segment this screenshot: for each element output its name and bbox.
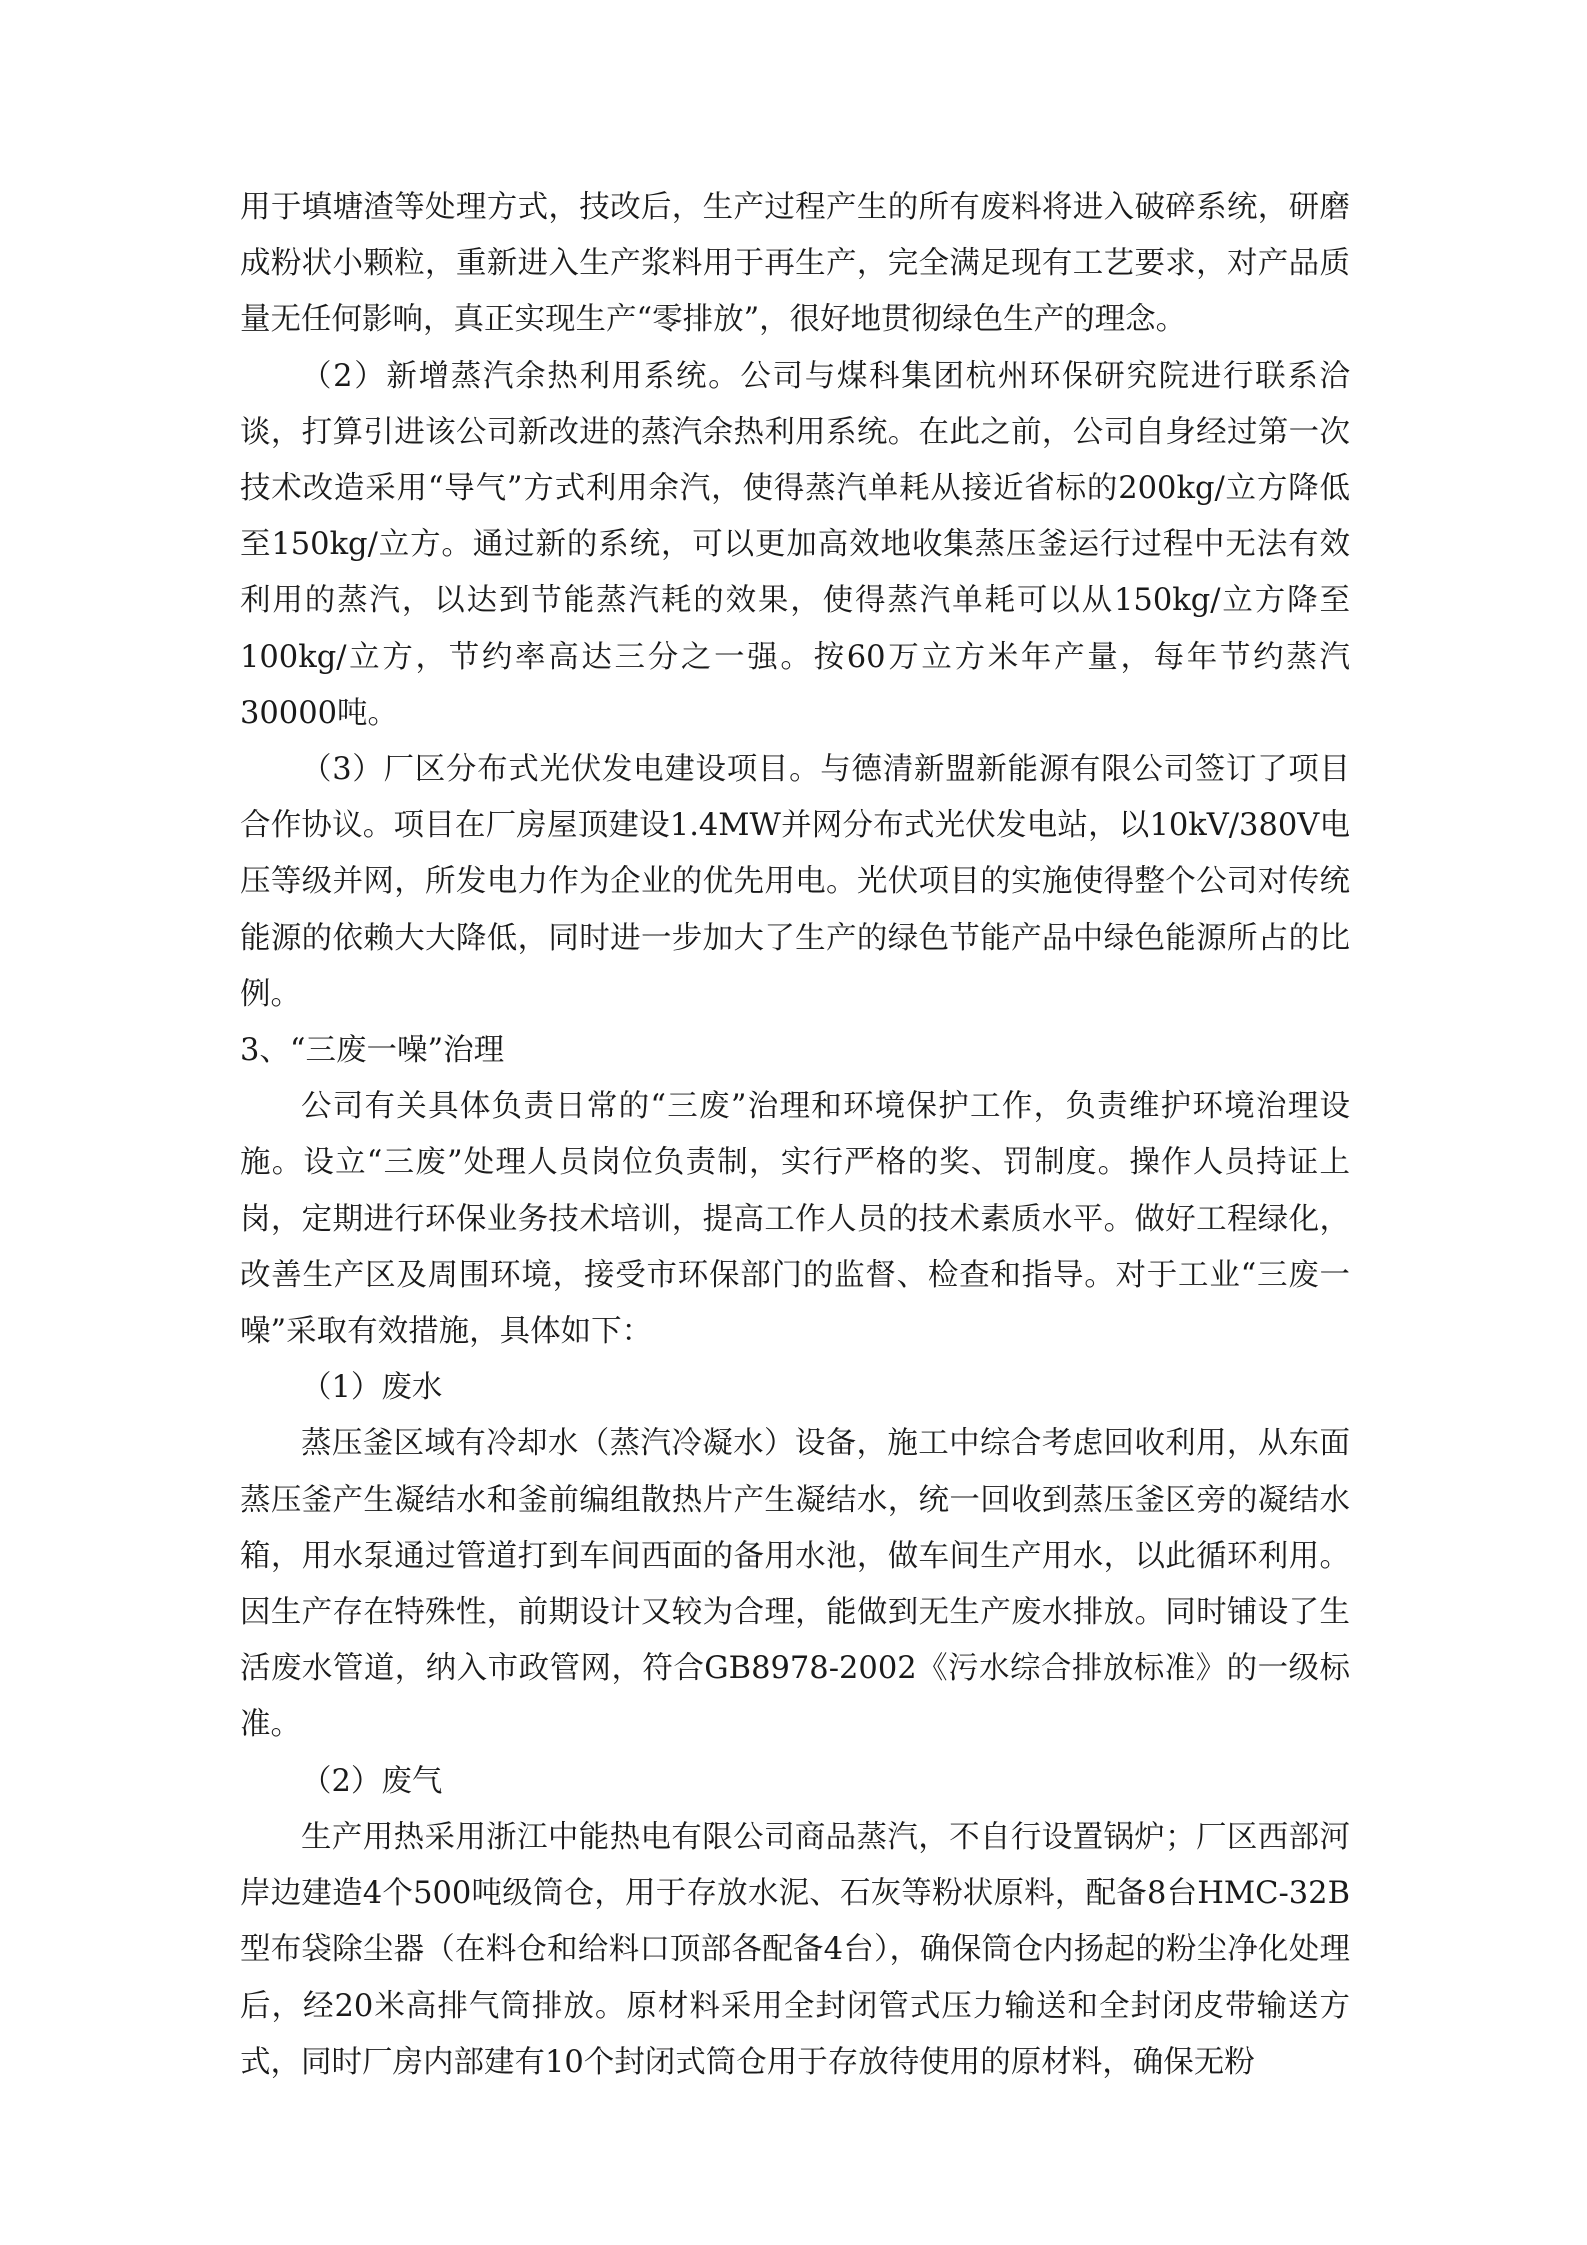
subheading-exhaust-gas: （2）废气: [301, 1763, 443, 1799]
paragraph-exhaust-gas: 生产用热采用浙江中能热电有限公司商品蒸汽，不自行设置锅炉；厂区西部河岸边建造4个500吨级筒仓，用于存放水泥、石灰等粉状原料，配备8台HMC-32B型布袋除尘器（在料仓和给料口顶部各配备4台），确保筒仓内扬起的粉尘净化处理后，经20米高排气筒排放。原材料采用全封闭管式压力输送和全封闭皮带输送方式，同时厂房内部建有10个封闭式筒仓用于存放待使用的原材料，确保无粉: [240, 1819, 1350, 2080]
paragraph-steam-heat-recovery: （2）新增蒸汽余热利用系统。公司与煤科集团杭州环保研究院进行联系洽谈，打算引进该公司新改进的蒸汽余热利用系统。在此之前，公司自身经过第一次技术改造采用“导气”方式利用余汽，使得蒸汽单耗从接近省标的200kg/立方降低至150kg/立方。通过新的系统，可以更加高效地收集蒸压釜运行过程中无法有效利用的蒸汽，以达到节能蒸汽耗的效果，使得蒸汽单耗可以从150kg/立方降至100kg/立方，节约率高达三分之一强。按60万立方米年产量，每年节约蒸汽30000吨。: [240, 358, 1350, 731]
document-body: [240, 180, 1350, 2091]
paragraph-solar-project: （3）厂区分布式光伏发电建设项目。与德清新盟新能源有限公司签订了项目合作协议。项目在厂房屋顶建设1.4MW并网分布式光伏发电站，以10kV/380V电压等级并网，所发电力作为企业的优先用电。光伏项目的实施使得整个公司对传统能源的依赖大大降低，同时进一步加大了生产的绿色节能产品中绿色能源所占的比例。: [240, 752, 1350, 1012]
paragraph-pollution-management: 公司有关具体负责日常的“三废”治理和环境保护工作，负责维护环境治理设施。设立“三废”处理人员岗位负责制，实行严格的奖、罚制度。操作人员持证上岗，定期进行环保业务技术培训，提高工作人员的技术素质水平。做好工程绿化，改善生产区及周围环境，接受市环保部门的监督、检查和指导。对于工业“三废一噪”采取有效措施，具体如下：: [240, 1089, 1350, 1350]
paragraph-wastewater: 蒸压釜区域有冷却水（蒸汽冷凝水）设备，施工中综合考虑回收利用，从东面蒸压釜产生凝结水和釜前编组散热片产生凝结水，统一回收到蒸压釜区旁的凝结水箱，用水泵通过管道打到车间西面的备用水池，做车间生产用水，以此循环利用。因生产存在特殊性，前期设计又较为合理，能做到无生产废水排放。同时铺设了生活废水管道，纳入市政管网，符合GB8978-2002《污水综合排放标准》的一级标准。: [240, 1426, 1350, 1743]
paragraph-waste-recycling: 用于填塘渣等处理方式，技改后，生产过程产生的所有废料将进入破碎系统，研磨成粉状小颗粒，重新进入生产浆料用于再生产，完全满足现有工艺要求，对产品质量无任何影响，真正实现生产“零排放”，很好地贯彻绿色生产的理念。: [240, 190, 1350, 338]
section-heading-pollution-control: 3、“三废一噪”治理: [240, 1033, 505, 1069]
subheading-wastewater: （1）废水: [301, 1370, 443, 1406]
